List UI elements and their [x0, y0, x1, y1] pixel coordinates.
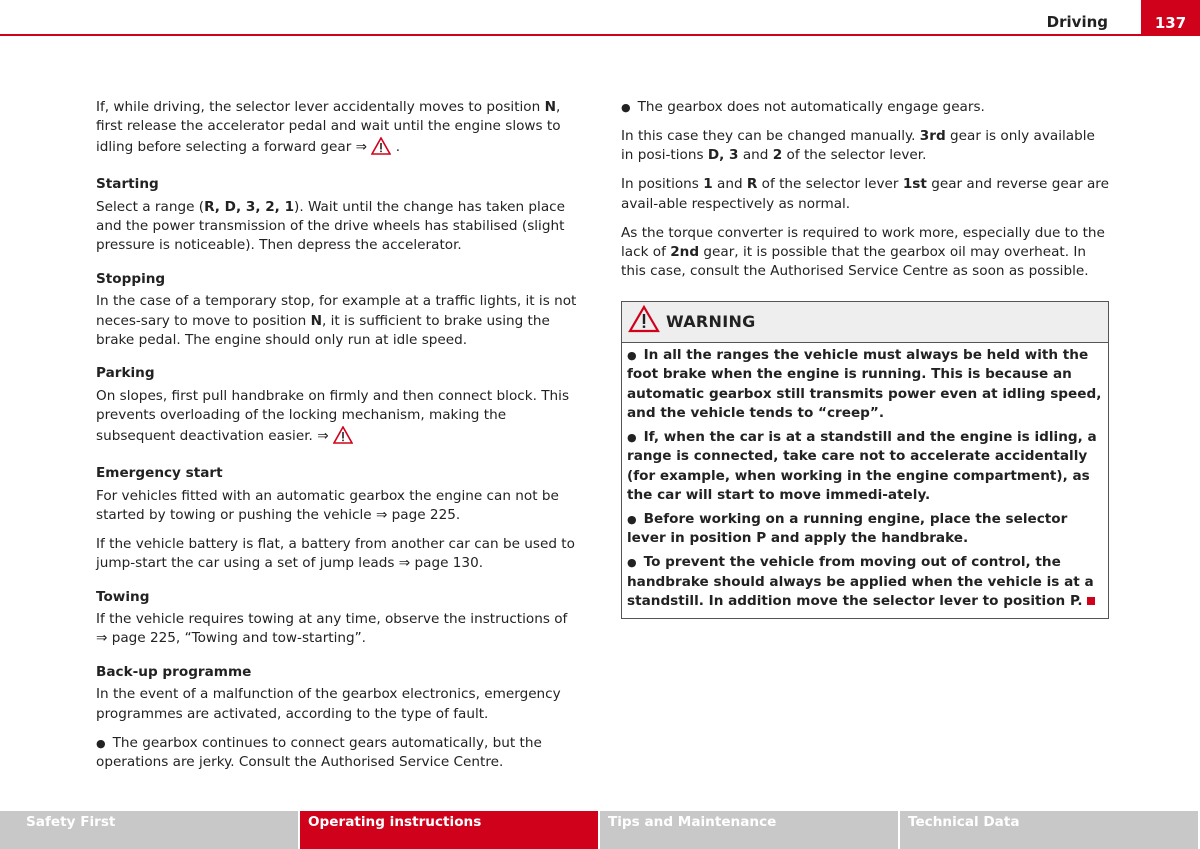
cross-reference-arrow: ⇒	[317, 427, 329, 444]
section-end-marker	[1087, 597, 1095, 605]
footer-navigation	[0, 811, 1200, 849]
warning-title: WARNING	[666, 312, 756, 332]
parking-paragraph: On slopes, first pull handbrake on firmly and then connect block. This prevents overloading of the locking mechanism, making the subsequent deactivation easier. ⇒	[96, 387, 586, 450]
starting-heading: Starting	[96, 176, 159, 193]
starting-paragraph: Select a range (R, D, 3, 2, 1). Wait until the change has taken place and the power transmission of the drive wheels has stabilised (slight pressure is noticeable). Then depress the accelerator.	[96, 198, 565, 254]
page-number: 137	[1154, 14, 1187, 32]
page-reference-link[interactable]: ⇒ page 225.	[375, 506, 461, 523]
tab-technical-data[interactable]: Technical Data	[900, 811, 1198, 849]
torque-converter-paragraph: As the torque converter is required to work more, especially due to the lack of 2nd gear, it is possible that the gearbox oil may overheat. In this case, consult the Authorised Service Centre as soon as possible.	[621, 224, 1105, 280]
page-reference-link[interactable]: ⇒ page 130.	[398, 555, 484, 572]
warning-box	[621, 301, 1109, 619]
stopping-heading: Stopping	[96, 270, 166, 287]
warning-item: ● If, when the car is at a standstill and the engine is idling, a range is connected, take care not to accelerate accidentally (for example, when working in the engine compartment), as the car will start to move immedi-ately.	[627, 428, 1104, 506]
cross-reference-arrow: ⇒	[355, 138, 368, 155]
warning-item: ● In all the ranges the vehicle must always be held with the foot brake when the engine is running. This is because an automatic gearbox still transmits power even at idling speed, and the vehicle tends to “creep”.	[627, 346, 1104, 424]
backup-programme-heading: Back-up programme	[96, 663, 252, 680]
warning-item: ● To prevent the vehicle from moving out of control, the handbrake should always be applied when the vehicle is at a standstill. In addition move the selector lever to position P.	[627, 553, 1104, 611]
warning-triangle-icon	[628, 305, 660, 339]
page-reference-link[interactable]: ⇒ page 225, “Towing and tow-starting”.	[96, 630, 366, 647]
warning-header	[622, 302, 1108, 343]
positions-paragraph: In positions 1 and R of the selector lever 1st gear and reverse gear are avail-able respectively as normal.	[621, 176, 1109, 212]
stopping-paragraph: In the case of a temporary stop, for example at a traffic lights, it is not neces-sary to move to position N, it is sufficient to brake using the brake pedal. The engine should only run at idle speed.	[96, 293, 577, 349]
tab-safety-first[interactable]: Safety First	[0, 811, 298, 849]
left-column	[96, 98, 586, 782]
warning-item: ● Before working on a running engine, place the selector lever in position P and apply the handbrake.	[627, 510, 1104, 549]
warning-triangle-icon	[333, 426, 353, 450]
emergency-paragraph-1: For vehicles fitted with an automatic gearbox the engine can not be started by towing or pushing the vehicle ⇒ page 225.	[96, 487, 559, 523]
emergency-start-heading: Emergency start	[96, 465, 223, 482]
towing-paragraph: If the vehicle requires towing at any time, observe the instructions of ⇒ page 225, “Towing and tow-starting”.	[96, 611, 568, 647]
header-rule	[0, 34, 1141, 36]
section-title: Driving	[1046, 13, 1108, 31]
intro-paragraph: If, while driving, the selector lever accidentally moves to position N, first release the accelerator pedal and wait until the engine slows to idling before selecting a forward gear ⇒ .	[96, 98, 586, 161]
warning-body	[622, 343, 1108, 618]
gearbox-bullet-item: ● The gearbox does not automatically engage gears.	[621, 98, 1110, 117]
towing-heading: Towing	[96, 588, 150, 605]
emergency-paragraph-2: If the vehicle battery is flat, a battery from another car can be used to jump-start the car using a set of jump leads ⇒ page 130.	[96, 535, 575, 572]
right-column	[621, 98, 1110, 619]
tab-tips-and-maintenance[interactable]: Tips and Maintenance	[600, 811, 898, 849]
manual-change-paragraph: In this case they can be changed manually. 3rd gear is only available in posi-tions D, 3 and 2 of the selector lever.	[621, 127, 1095, 164]
page-number-tab	[1141, 0, 1200, 36]
backup-bullet-item: ● The gearbox continues to connect gears automatically, but the operations are jerky. Consult the Authorised Service Centre.	[96, 734, 586, 773]
warning-triangle-icon	[371, 137, 391, 161]
parking-heading: Parking	[96, 365, 155, 382]
tab-operating-instructions[interactable]: Operating instructions	[300, 811, 598, 849]
backup-paragraph: In the event of a malfunction of the gearbox electronics, emergency programmes are activated, according to the type of fault.	[96, 686, 561, 722]
